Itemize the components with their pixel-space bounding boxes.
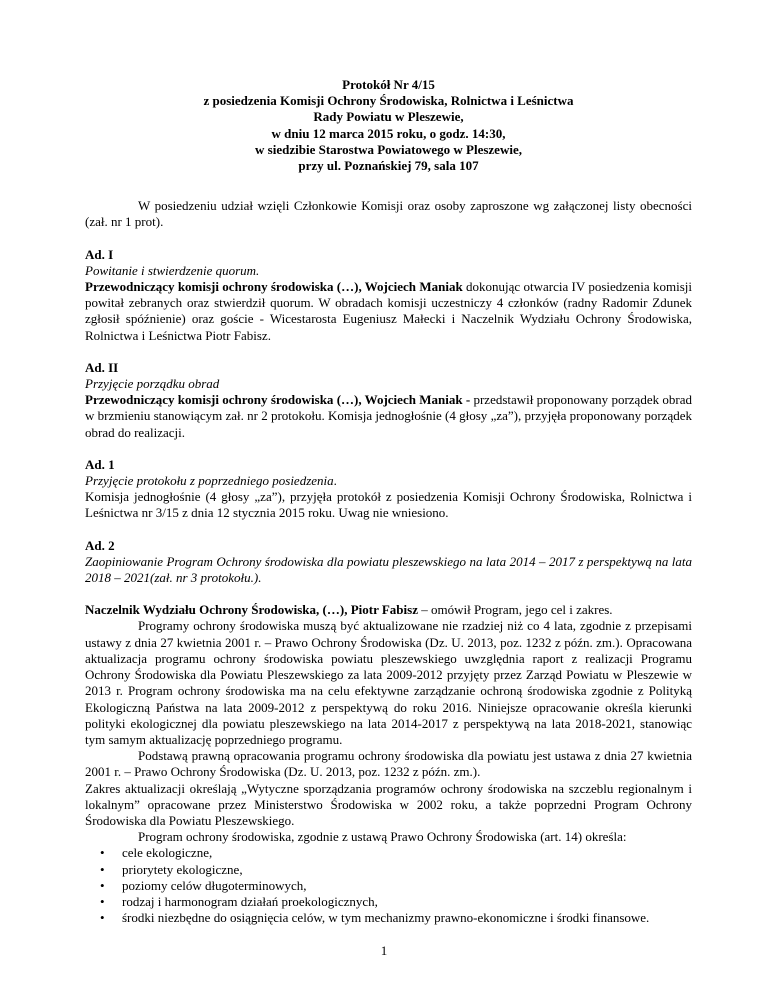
section-ad-II [85, 360, 692, 441]
list-item [85, 878, 692, 894]
bullet-icon: • [100, 877, 105, 893]
program-paragraph-4: Program ochrony środowiska, zgodnie z ustawą Prawo Ochrony Środowiska (art. 14) określa: [138, 829, 627, 845]
list-item-text: rodzaj i harmonogram działań proekologicznych, [122, 893, 378, 909]
protocol-header [85, 77, 692, 174]
section-label: Ad. II [85, 359, 119, 375]
program-paragraph-3: Zakres aktualizacji określają „Wytyczne sporządzania programów ochrony środowiska na szczeblu regionalnym i lokalnym” opracowane przez Ministerstwo Środowiska w 2002 roku, a także poprzedni Program Ochrony Środowiska dla Powiatu Pleszewskiego. [85, 780, 692, 828]
section-body [85, 279, 692, 344]
program-paragraph-1: Programy ochrony środowiska muszą być aktualizowane nie rzadziej niż co 4 lata, zgodnie z przepisami ustawy z dnia 27 kwietnia 2001 r. – Prawo Ochrony Środowiska (Dz. U. 2013, poz. 1232 z późn. zm.). Opracowana aktualizacja programu ochrony środowiska powiatu pleszewskiego uwzględnia raport z realizacji Programu Ochrony Środowiska dla Powiatu Pleszewskiego za lata 2009-2012 przyjęty przez Zarząd Powiatu w Pleszewie w 2013 r. Program ochrony środowiska ma na celu efektywne zarządzanie ochroną środowiska zgodnie z Polityką Ekologiczną Państwa na lata 2009-2012 z perspektywą do roku 2016. Niniejsze opracowanie określa kierunki polityki ekologicznej dla powiatu pleszewskiego na lata 2014-2017 z perspektywą na lata 2018-2021, stanowiąc tym samym aktualizację poprzedniego programu. [85, 618, 692, 747]
section-title: Powitanie i stwierdzenie quorum. [85, 262, 260, 278]
section-ad-2-discussion [85, 602, 692, 926]
section-title: Przyjęcie porządku obrad [85, 376, 220, 392]
section-label: Ad. I [85, 246, 114, 262]
document-body [85, 77, 692, 926]
speaker-text: – omówił Program, jego cel i zakres. [417, 602, 613, 618]
header-date: w dniu 12 marca 2015 roku, o godz. 14:30, [271, 125, 506, 141]
section-title: Zaopiniowanie Program Ochrony środowiska dla powiatu pleszewskiego na lata 2014 – 2017 z perspektywą na lata 2018 – 2021(zał. nr 3 protokołu.). [85, 553, 692, 586]
list-item-text: priorytety ekologiczne, [122, 861, 243, 877]
list-item [85, 845, 692, 861]
bullet-icon: • [100, 910, 105, 926]
header-venue: w siedzibie Starostwa Powiatowego w Pleszewie, [255, 141, 522, 157]
header-address: przy ul. Poznańskiej 79, sala 107 [298, 158, 479, 174]
speaker-name: Przewodniczący komisji ochrony środowiska (…), Wojciech Maniak [85, 279, 463, 295]
section-ad-2 [85, 538, 692, 587]
bullet-icon: • [100, 861, 105, 877]
speaker-name: Przewodniczący komisji ochrony środowiska (…), Wojciech Maniak - [85, 392, 471, 408]
list-item-text: poziomy celów długoterminowych, [122, 877, 307, 893]
list-item [85, 910, 692, 926]
list-item [85, 862, 692, 878]
section-label: Ad. 1 [85, 456, 115, 472]
program-paragraph-2: Podstawą prawną opracowania programu ochrony środowiska dla powiatu jest ustawa z dnia 27 kwietnia 2001 r. – Prawo Ochrony Środowiska (Dz. U. 2013, poz. 1232 z późn. zm.). [85, 748, 692, 780]
list-item-text: środki niezbędne do osiągnięcia celów, w tym mechanizmy prawno-ekonomiczne i środki finansowe. [122, 910, 650, 926]
section-text: dokonując otwarcia IV posiedzenia komisji powitał zebranych oraz stwierdził quorum. W obradach komisji uczestniczy 4 członków (radny Radomir Zdunek zgłosił spóźnienie) oraz goście - Wicestarosta Eugeniusz Małecki i Naczelnik Wydziału Ochrony Środowiska, Rolnictwa i Leśnictwa Piotr Fabisz. [85, 279, 692, 343]
speaker-line [85, 602, 692, 618]
section-ad-1 [85, 457, 692, 522]
list-item-text: cele ekologiczne, [122, 845, 213, 861]
section-text: Komisja jednogłośnie (4 głosy „za”), przyjęła protokół z posiedzenia Komisji Ochrony Środowiska, Rolnictwa i Leśnictwa nr 3/15 z dnia 12 stycznia 2015 roku. Uwag nie wniesiono. [85, 489, 692, 521]
section-ad-I [85, 247, 692, 344]
section-text: przedstawił proponowany porządek obrad w brzmieniu stanowiącym zał. nr 2 protokołu. Komisja jednogłośnie (4 głosy „za”), przyjęła proponowany porządek obrad do realizacji. [85, 392, 692, 440]
section-title: Przyjęcie protokołu z poprzedniego posiedzenia [85, 473, 334, 489]
page-number: 1 [380, 943, 388, 958]
section-label: Ad. 2 [85, 537, 115, 553]
bullet-icon: • [100, 845, 105, 861]
bullet-icon: • [100, 893, 105, 909]
section-title-end: . [333, 473, 337, 489]
list-item [85, 894, 692, 910]
header-title: Protokół Nr 4/15 [342, 77, 435, 92]
speaker-name: Naczelnik Wydziału Ochrony Środowiska, (…), Piotr Fabisz [85, 602, 418, 618]
section-body [85, 392, 692, 441]
section-title-line [85, 473, 692, 489]
header-council: Rady Powiatu w Pleszewie, [313, 109, 464, 125]
header-committee: z posiedzenia Komisji Ochrony Środowiska, Rolnictwa i Leśnictwa [203, 93, 574, 109]
program-scope-list [85, 845, 692, 926]
intro-paragraph: W posiedzeniu udział wzięli Członkowie Komisji oraz osoby zaproszone wg załączonej listy obecności (zał. nr 1 prot). [85, 198, 692, 230]
